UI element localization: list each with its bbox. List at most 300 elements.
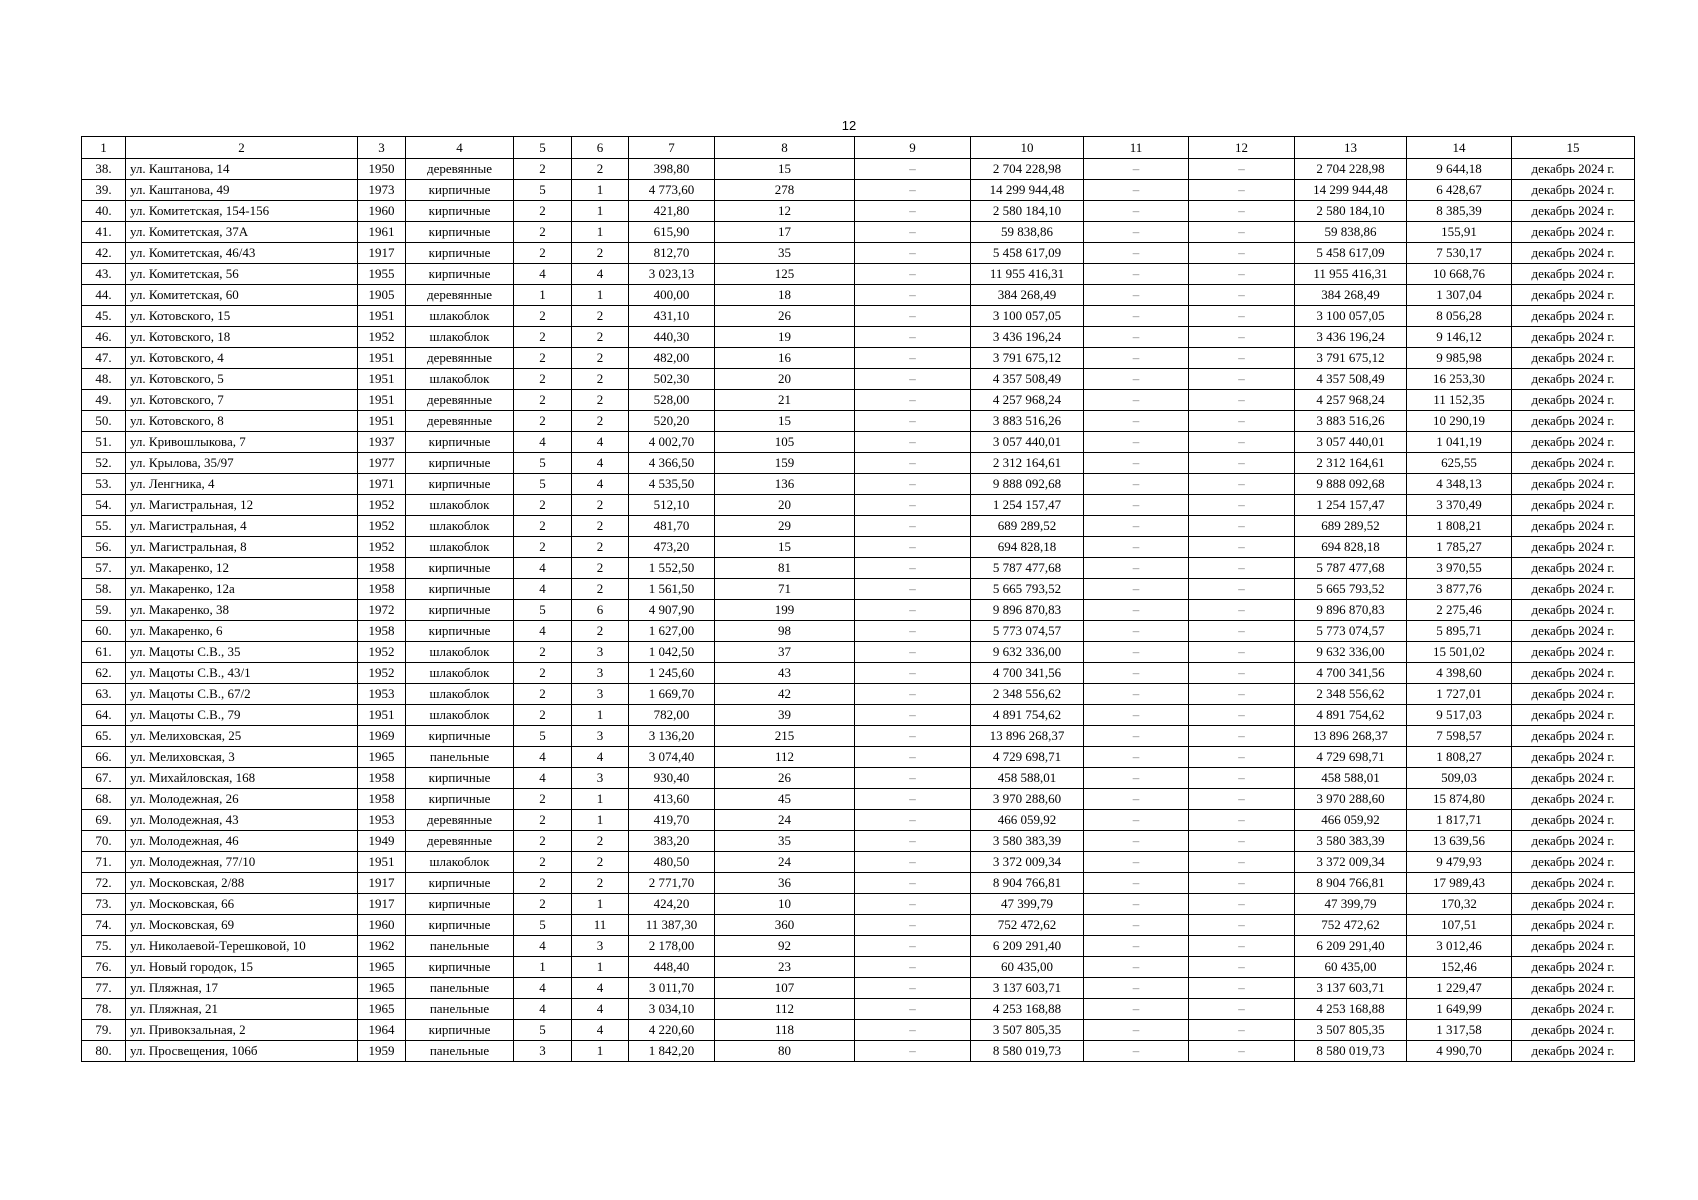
table-cell-col-15: декабрь 2024 г. [1512, 642, 1635, 663]
table-cell-col-6: 4 [572, 474, 629, 495]
table-cell-col-8: 215 [715, 726, 855, 747]
table-cell-col-8: 15 [715, 411, 855, 432]
table-cell-col-6: 2 [572, 159, 629, 180]
table-cell-col-10: 2 704 228,98 [971, 159, 1084, 180]
table-cell-col-13: 59 838,86 [1295, 222, 1407, 243]
table-row [82, 705, 1635, 726]
table-cell-col-5: 2 [514, 243, 572, 264]
table-cell-col-13: 3 791 675,12 [1295, 348, 1407, 369]
table-cell-col-12: – [1189, 516, 1295, 537]
table-cell-col-11: – [1084, 579, 1189, 600]
table-cell-col-8: 199 [715, 600, 855, 621]
table-cell-col-3: 1951 [358, 306, 406, 327]
table-cell-col-2: ул. Мелиховская, 3 [126, 747, 358, 768]
table-cell-col-8: 18 [715, 285, 855, 306]
table-cell-col-11: – [1084, 411, 1189, 432]
table-cell-col-2: ул. Молодежная, 46 [126, 831, 358, 852]
table-cell-col-2: ул. Крылова, 35/97 [126, 453, 358, 474]
table-cell-col-3: 1965 [358, 978, 406, 999]
table-cell-col-4: деревянные [406, 285, 514, 306]
table-cell-col-1: 58. [82, 579, 126, 600]
table-row [82, 789, 1635, 810]
table-cell-col-15: декабрь 2024 г. [1512, 894, 1635, 915]
table-cell-col-10: 3 970 288,60 [971, 789, 1084, 810]
table-cell-col-9: – [855, 516, 971, 537]
table-cell-col-5: 2 [514, 789, 572, 810]
table-cell-col-14: 170,32 [1407, 894, 1512, 915]
table-cell-col-6: 6 [572, 600, 629, 621]
table-cell-col-1: 71. [82, 852, 126, 873]
table-cell-col-12: – [1189, 390, 1295, 411]
table-cell-col-12: – [1189, 915, 1295, 936]
table-cell-col-9: – [855, 600, 971, 621]
table-cell-col-11: – [1084, 789, 1189, 810]
table-cell-col-8: 15 [715, 159, 855, 180]
table-row [82, 894, 1635, 915]
table-cell-col-1: 59. [82, 600, 126, 621]
table-cell-col-13: 1 254 157,47 [1295, 495, 1407, 516]
table-cell-col-11: – [1084, 495, 1189, 516]
table-cell-col-6: 1 [572, 789, 629, 810]
table-cell-col-9: – [855, 726, 971, 747]
table-cell-col-1: 47. [82, 348, 126, 369]
table-cell-col-6: 1 [572, 180, 629, 201]
table-cell-col-15: декабрь 2024 г. [1512, 390, 1635, 411]
table-cell-col-5: 5 [514, 726, 572, 747]
table-cell-col-11: – [1084, 201, 1189, 222]
table-cell-col-14: 9 479,93 [1407, 852, 1512, 873]
table-cell-col-11: – [1084, 642, 1189, 663]
table-cell-col-12: – [1189, 264, 1295, 285]
table-cell-col-14: 1 785,27 [1407, 537, 1512, 558]
table-cell-col-11: – [1084, 663, 1189, 684]
table-cell-col-2: ул. Молодежная, 26 [126, 789, 358, 810]
table-cell-col-12: – [1189, 705, 1295, 726]
table-cell-col-15: декабрь 2024 г. [1512, 579, 1635, 600]
table-cell-col-6: 2 [572, 537, 629, 558]
table-cell-col-1: 51. [82, 432, 126, 453]
table-cell-col-5: 2 [514, 516, 572, 537]
table-cell-col-4: кирпичные [406, 474, 514, 495]
table-cell-col-15: декабрь 2024 г. [1512, 684, 1635, 705]
table-cell-col-15: декабрь 2024 г. [1512, 327, 1635, 348]
table-cell-col-13: 3 372 009,34 [1295, 852, 1407, 873]
table-cell-col-6: 2 [572, 831, 629, 852]
table-cell-col-10: 466 059,92 [971, 810, 1084, 831]
table-cell-col-11: – [1084, 453, 1189, 474]
table-row [82, 810, 1635, 831]
table-cell-col-1: 75. [82, 936, 126, 957]
column-header-6: 6 [572, 137, 629, 159]
table-cell-col-13: 9 632 336,00 [1295, 642, 1407, 663]
table-row [82, 453, 1635, 474]
table-cell-col-3: 1958 [358, 789, 406, 810]
table-cell-col-1: 67. [82, 768, 126, 789]
table-cell-col-6: 2 [572, 327, 629, 348]
table-cell-col-14: 3 370,49 [1407, 495, 1512, 516]
table-cell-col-3: 1955 [358, 264, 406, 285]
table-cell-col-10: 3 507 805,35 [971, 1020, 1084, 1041]
table-cell-col-4: панельные [406, 936, 514, 957]
table-cell-col-15: декабрь 2024 г. [1512, 474, 1635, 495]
table-cell-col-4: кирпичные [406, 243, 514, 264]
table-cell-col-2: ул. Макаренко, 38 [126, 600, 358, 621]
table-row [82, 852, 1635, 873]
table-cell-col-1: 53. [82, 474, 126, 495]
table-cell-col-11: – [1084, 957, 1189, 978]
table-cell-col-13: 6 209 291,40 [1295, 936, 1407, 957]
table-cell-col-3: 1969 [358, 726, 406, 747]
table-cell-col-4: кирпичные [406, 453, 514, 474]
table-cell-col-4: шлакоблок [406, 495, 514, 516]
table-cell-col-13: 2 704 228,98 [1295, 159, 1407, 180]
table-cell-col-11: – [1084, 537, 1189, 558]
table-cell-col-10: 3 372 009,34 [971, 852, 1084, 873]
table-cell-col-9: – [855, 705, 971, 726]
table-cell-col-12: – [1189, 936, 1295, 957]
table-cell-col-5: 4 [514, 579, 572, 600]
table-cell-col-15: декабрь 2024 г. [1512, 747, 1635, 768]
table-cell-col-13: 3 057 440,01 [1295, 432, 1407, 453]
table-cell-col-4: кирпичные [406, 558, 514, 579]
table-cell-col-12: – [1189, 726, 1295, 747]
table-cell-col-3: 1952 [358, 327, 406, 348]
table-cell-col-14: 1 808,21 [1407, 516, 1512, 537]
table-cell-col-5: 5 [514, 600, 572, 621]
table-cell-col-12: – [1189, 306, 1295, 327]
table-cell-col-5: 4 [514, 432, 572, 453]
table-cell-col-7: 782,00 [629, 705, 715, 726]
table-cell-col-2: ул. Комитетская, 60 [126, 285, 358, 306]
table-cell-col-12: – [1189, 159, 1295, 180]
table-cell-col-10: 14 299 944,48 [971, 180, 1084, 201]
column-header-15: 15 [1512, 137, 1635, 159]
table-cell-col-12: – [1189, 978, 1295, 999]
table-cell-col-9: – [855, 852, 971, 873]
table-cell-col-7: 2 771,70 [629, 873, 715, 894]
table-row [82, 537, 1635, 558]
table-cell-col-7: 1 561,50 [629, 579, 715, 600]
table-cell-col-9: – [855, 768, 971, 789]
table-cell-col-15: декабрь 2024 г. [1512, 978, 1635, 999]
table-cell-col-12: – [1189, 810, 1295, 831]
table-cell-col-11: – [1084, 978, 1189, 999]
table-cell-col-11: – [1084, 348, 1189, 369]
table-cell-col-6: 1 [572, 810, 629, 831]
table-row [82, 768, 1635, 789]
column-header-11: 11 [1084, 137, 1189, 159]
table-cell-col-1: 70. [82, 831, 126, 852]
table-cell-col-3: 1951 [358, 348, 406, 369]
table-row [82, 726, 1635, 747]
table-cell-col-2: ул. Московская, 2/88 [126, 873, 358, 894]
table-cell-col-14: 6 428,67 [1407, 180, 1512, 201]
table-cell-col-1: 64. [82, 705, 126, 726]
table-cell-col-7: 520,20 [629, 411, 715, 432]
table-cell-col-5: 2 [514, 852, 572, 873]
table-cell-col-12: – [1189, 873, 1295, 894]
table-cell-col-13: 384 268,49 [1295, 285, 1407, 306]
table-cell-col-2: ул. Комитетская, 46/43 [126, 243, 358, 264]
table-cell-col-11: – [1084, 621, 1189, 642]
table-cell-col-9: – [855, 159, 971, 180]
table-cell-col-8: 71 [715, 579, 855, 600]
table-cell-col-9: – [855, 621, 971, 642]
table-cell-col-1: 61. [82, 642, 126, 663]
table-cell-col-13: 3 507 805,35 [1295, 1020, 1407, 1041]
table-cell-col-8: 20 [715, 369, 855, 390]
table-cell-col-4: шлакоблок [406, 516, 514, 537]
table-cell-col-2: ул. Молодежная, 77/10 [126, 852, 358, 873]
table-cell-col-14: 2 275,46 [1407, 600, 1512, 621]
table-cell-col-14: 9 517,03 [1407, 705, 1512, 726]
table-cell-col-9: – [855, 1041, 971, 1062]
table-cell-col-9: – [855, 642, 971, 663]
table-cell-col-4: шлакоблок [406, 663, 514, 684]
table-cell-col-10: 2 348 556,62 [971, 684, 1084, 705]
table-cell-col-9: – [855, 201, 971, 222]
table-cell-col-12: – [1189, 411, 1295, 432]
table-cell-col-11: – [1084, 915, 1189, 936]
table-cell-col-13: 47 399,79 [1295, 894, 1407, 915]
table-cell-col-9: – [855, 411, 971, 432]
table-cell-col-4: деревянные [406, 348, 514, 369]
table-cell-col-7: 440,30 [629, 327, 715, 348]
table-cell-col-2: ул. Макаренко, 12а [126, 579, 358, 600]
table-cell-col-6: 4 [572, 453, 629, 474]
table-cell-col-6: 4 [572, 264, 629, 285]
table-row [82, 684, 1635, 705]
table-cell-col-10: 4 357 508,49 [971, 369, 1084, 390]
table-cell-col-3: 1958 [358, 768, 406, 789]
table-cell-col-8: 81 [715, 558, 855, 579]
table-cell-col-1: 73. [82, 894, 126, 915]
table-cell-col-7: 528,00 [629, 390, 715, 411]
table-cell-col-5: 2 [514, 390, 572, 411]
table-cell-col-2: ул. Магистральная, 12 [126, 495, 358, 516]
table-cell-col-2: ул. Просвещения, 106б [126, 1041, 358, 1062]
table-cell-col-15: декабрь 2024 г. [1512, 873, 1635, 894]
table-cell-col-6: 2 [572, 348, 629, 369]
table-cell-col-6: 3 [572, 663, 629, 684]
table-cell-col-1: 78. [82, 999, 126, 1020]
table-cell-col-7: 1 042,50 [629, 642, 715, 663]
table-cell-col-14: 10 290,19 [1407, 411, 1512, 432]
table-cell-col-8: 35 [715, 243, 855, 264]
table-cell-col-4: кирпичные [406, 873, 514, 894]
table-row [82, 369, 1635, 390]
table-cell-col-1: 79. [82, 1020, 126, 1041]
table-cell-col-10: 5 665 793,52 [971, 579, 1084, 600]
table-cell-col-10: 3 580 383,39 [971, 831, 1084, 852]
table-cell-col-4: кирпичные [406, 579, 514, 600]
table-cell-col-2: ул. Пляжная, 17 [126, 978, 358, 999]
table-cell-col-3: 1960 [358, 201, 406, 222]
table-cell-col-5: 5 [514, 474, 572, 495]
table-cell-col-3: 1958 [358, 579, 406, 600]
table-cell-col-6: 4 [572, 978, 629, 999]
table-cell-col-1: 45. [82, 306, 126, 327]
table-cell-col-8: 36 [715, 873, 855, 894]
table-cell-col-7: 413,60 [629, 789, 715, 810]
table-cell-col-4: шлакоблок [406, 369, 514, 390]
table-cell-col-15: декабрь 2024 г. [1512, 411, 1635, 432]
table-cell-col-13: 5 773 074,57 [1295, 621, 1407, 642]
table-cell-col-12: – [1189, 600, 1295, 621]
table-cell-col-7: 502,30 [629, 369, 715, 390]
table-cell-col-13: 694 828,18 [1295, 537, 1407, 558]
table-cell-col-2: ул. Магистральная, 8 [126, 537, 358, 558]
table-cell-col-8: 21 [715, 390, 855, 411]
table-row [82, 831, 1635, 852]
table-cell-col-2: ул. Котовского, 7 [126, 390, 358, 411]
table-cell-col-4: кирпичные [406, 621, 514, 642]
table-cell-col-2: ул. Мацоты С.В., 43/1 [126, 663, 358, 684]
table-cell-col-5: 2 [514, 348, 572, 369]
table-cell-col-9: – [855, 684, 971, 705]
table-cell-col-11: – [1084, 1020, 1189, 1041]
table-cell-col-14: 7 598,57 [1407, 726, 1512, 747]
table-cell-col-7: 4 907,90 [629, 600, 715, 621]
table-cell-col-12: – [1189, 999, 1295, 1020]
table-cell-col-6: 2 [572, 495, 629, 516]
table-cell-col-9: – [855, 810, 971, 831]
table-cell-col-11: – [1084, 306, 1189, 327]
table-cell-col-15: декабрь 2024 г. [1512, 180, 1635, 201]
table-cell-col-8: 37 [715, 642, 855, 663]
table-cell-col-5: 2 [514, 369, 572, 390]
table-row [82, 285, 1635, 306]
table-cell-col-4: шлакоблок [406, 852, 514, 873]
table-cell-col-12: – [1189, 201, 1295, 222]
table-cell-col-10: 3 436 196,24 [971, 327, 1084, 348]
table-cell-col-11: – [1084, 159, 1189, 180]
table-cell-col-7: 1 842,20 [629, 1041, 715, 1062]
table-cell-col-1: 72. [82, 873, 126, 894]
table-cell-col-7: 400,00 [629, 285, 715, 306]
table-cell-col-10: 4 257 968,24 [971, 390, 1084, 411]
table-cell-col-11: – [1084, 222, 1189, 243]
table-cell-col-9: – [855, 1020, 971, 1041]
table-cell-col-15: декабрь 2024 г. [1512, 537, 1635, 558]
table-cell-col-1: 80. [82, 1041, 126, 1062]
table-cell-col-13: 2 348 556,62 [1295, 684, 1407, 705]
table-cell-col-13: 3 970 288,60 [1295, 789, 1407, 810]
table-cell-col-12: – [1189, 285, 1295, 306]
table-cell-col-11: – [1084, 1041, 1189, 1062]
table-cell-col-3: 1953 [358, 684, 406, 705]
table-cell-col-12: – [1189, 495, 1295, 516]
table-cell-col-15: декабрь 2024 г. [1512, 1020, 1635, 1041]
table-cell-col-10: 5 458 617,09 [971, 243, 1084, 264]
table-cell-col-3: 1951 [358, 852, 406, 873]
table-cell-col-15: декабрь 2024 г. [1512, 348, 1635, 369]
table-cell-col-14: 1 229,47 [1407, 978, 1512, 999]
table-cell-col-4: кирпичные [406, 957, 514, 978]
table-cell-col-13: 60 435,00 [1295, 957, 1407, 978]
table-cell-col-14: 9 985,98 [1407, 348, 1512, 369]
table-cell-col-1: 63. [82, 684, 126, 705]
table-cell-col-8: 19 [715, 327, 855, 348]
table-cell-col-2: ул. Молодежная, 43 [126, 810, 358, 831]
table-cell-col-14: 10 668,76 [1407, 264, 1512, 285]
table-cell-col-9: – [855, 558, 971, 579]
table-cell-col-1: 38. [82, 159, 126, 180]
table-cell-col-2: ул. Комитетская, 37А [126, 222, 358, 243]
table-cell-col-9: – [855, 180, 971, 201]
table-cell-col-11: – [1084, 873, 1189, 894]
table-cell-col-7: 3 023,13 [629, 264, 715, 285]
table-cell-col-11: – [1084, 831, 1189, 852]
table-cell-col-15: декабрь 2024 г. [1512, 285, 1635, 306]
column-number-row [82, 137, 1635, 159]
table-cell-col-4: шлакоблок [406, 684, 514, 705]
column-header-1: 1 [82, 137, 126, 159]
table-cell-col-14: 3 970,55 [1407, 558, 1512, 579]
table-cell-col-6: 3 [572, 726, 629, 747]
table-row [82, 180, 1635, 201]
table-cell-col-7: 4 535,50 [629, 474, 715, 495]
table-cell-col-15: декабрь 2024 г. [1512, 789, 1635, 810]
table-cell-col-15: декабрь 2024 г. [1512, 600, 1635, 621]
table-cell-col-1: 76. [82, 957, 126, 978]
table-cell-col-8: 26 [715, 306, 855, 327]
table-cell-col-7: 930,40 [629, 768, 715, 789]
table-cell-col-1: 57. [82, 558, 126, 579]
table-cell-col-5: 4 [514, 936, 572, 957]
table-cell-col-8: 39 [715, 705, 855, 726]
table-cell-col-15: декабрь 2024 г. [1512, 159, 1635, 180]
table-cell-col-3: 1972 [358, 600, 406, 621]
table-cell-col-2: ул. Московская, 69 [126, 915, 358, 936]
table-cell-col-9: – [855, 537, 971, 558]
table-cell-col-1: 39. [82, 180, 126, 201]
table-cell-col-1: 52. [82, 453, 126, 474]
table-cell-col-13: 3 580 383,39 [1295, 831, 1407, 852]
table-cell-col-8: 42 [715, 684, 855, 705]
table-cell-col-11: – [1084, 432, 1189, 453]
table-cell-col-11: – [1084, 264, 1189, 285]
table-cell-col-15: декабрь 2024 г. [1512, 243, 1635, 264]
table-cell-col-13: 4 357 508,49 [1295, 369, 1407, 390]
table-cell-col-12: – [1189, 558, 1295, 579]
table-cell-col-14: 16 253,30 [1407, 369, 1512, 390]
table-cell-col-10: 3 137 603,71 [971, 978, 1084, 999]
table-row [82, 999, 1635, 1020]
table-cell-col-10: 458 588,01 [971, 768, 1084, 789]
table-cell-col-5: 1 [514, 285, 572, 306]
column-header-9: 9 [855, 137, 971, 159]
table-cell-col-5: 5 [514, 453, 572, 474]
table-cell-col-5: 2 [514, 684, 572, 705]
table-cell-col-4: кирпичные [406, 1020, 514, 1041]
table-cell-col-10: 689 289,52 [971, 516, 1084, 537]
table-cell-col-15: декабрь 2024 г. [1512, 516, 1635, 537]
table-cell-col-9: – [855, 789, 971, 810]
table-cell-col-5: 5 [514, 1020, 572, 1041]
table-cell-col-13: 5 665 793,52 [1295, 579, 1407, 600]
table-row [82, 915, 1635, 936]
table-cell-col-2: ул. Московская, 66 [126, 894, 358, 915]
table-cell-col-14: 4 348,13 [1407, 474, 1512, 495]
table-cell-col-3: 1961 [358, 222, 406, 243]
table-cell-col-8: 125 [715, 264, 855, 285]
table-cell-col-10: 694 828,18 [971, 537, 1084, 558]
table-cell-col-15: декабрь 2024 г. [1512, 558, 1635, 579]
table-cell-col-6: 1 [572, 705, 629, 726]
table-cell-col-12: – [1189, 852, 1295, 873]
table-cell-col-5: 5 [514, 180, 572, 201]
